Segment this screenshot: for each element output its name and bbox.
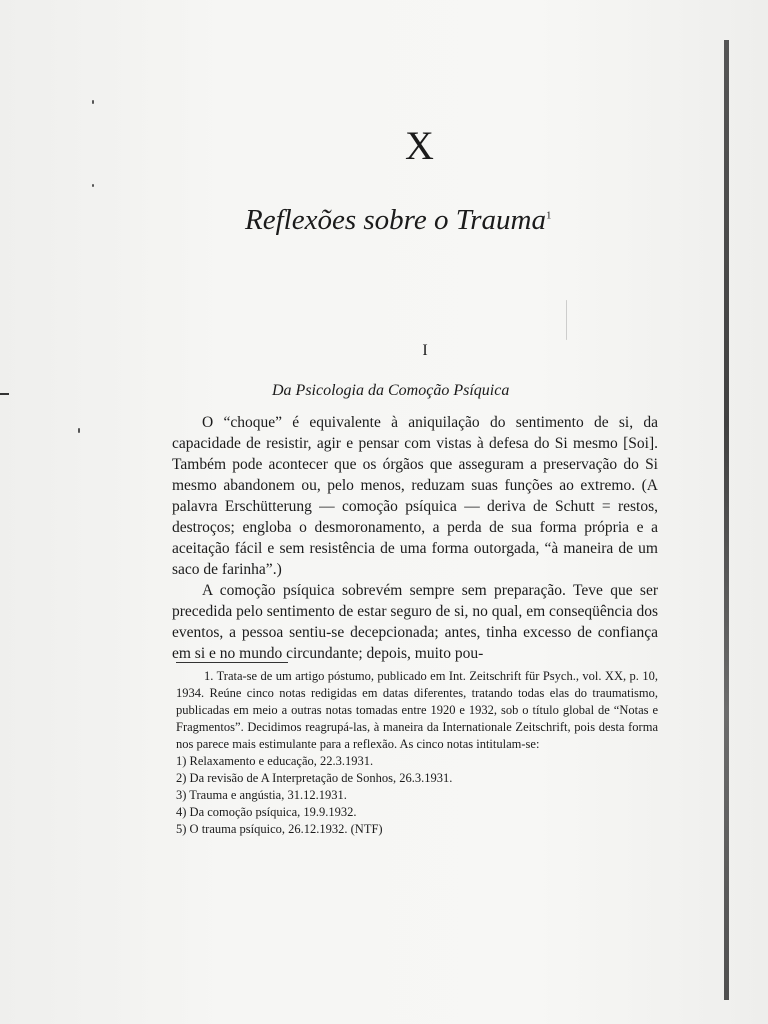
footnote-mark: 1	[545, 209, 552, 222]
page-binding-edge	[724, 40, 729, 1000]
paragraph: A comoção psíquica sobrevém sempre sem preparação. Teve que ser precedida pelo sentimento de estar seguro de si, no qual, em conseqüência dos eventos, a pessoa sentiu-se decepcionada; antes, tinha excesso de confiança em si e no mundo circundante; depois, muito pou-	[172, 582, 658, 662]
section-title: Da Psicologia da Comoção Psíquica	[272, 382, 510, 399]
body-text	[172, 412, 658, 664]
scan-mark	[0, 393, 9, 395]
footnote-list-item: 4) Da comoção psíquica, 19.9.1932.	[176, 805, 357, 819]
footnote-list-item: 1) Relaxamento e educação, 22.3.1931.	[176, 754, 374, 768]
footnote-list	[176, 753, 658, 838]
footnote-list-item: 2) Da revisão de A Interpretação de Sonhos, 26.3.1931.	[176, 771, 453, 785]
footnote-text: 1. Trata-se de um artigo póstumo, publicado em Int. Zeitschrift für Psych., vol. XX, p. 10, 1934. Reúne cinco notas redigidas em datas diferentes, tratando todas elas do traumatismo, publicadas em meio a outras notas tomadas entre 1920 e 1932, sob o título global de “Notas e Fragmentos”. Decidimos reagrupá-las, à maneira da Internationale Zeitschrift, pois desta forma nos parece mais estimulante para a reflexão. As cinco notas intitulam-se:	[176, 669, 658, 751]
section-number: I	[422, 342, 428, 359]
scan-speck	[78, 428, 80, 433]
scan-speck	[566, 300, 567, 340]
footnote-list-item: 5) O trauma psíquico, 26.12.1932. (NTF)	[176, 822, 383, 836]
footnote-divider	[176, 662, 288, 663]
footnotes	[176, 668, 658, 838]
footnote-list-item: 3) Trauma e angústia, 31.12.1931.	[176, 788, 347, 802]
chapter-title-text: Reflexões sobre o Trauma	[245, 204, 546, 236]
chapter-number: X	[405, 123, 435, 168]
chapter-title	[245, 204, 645, 237]
scan-speck	[92, 100, 94, 104]
scan-speck	[92, 184, 94, 187]
paragraph: O “choque” é equivalente à aniquilação do sentimento de si, da capacidade de resistir, agir e pensar com vistas à defesa do Si mesmo [Soi]. Também pode acontecer que os órgãos que asseguram a preservação do Si mesmo abandonem ou, pelo menos, reduzam suas funções ao extremo. (A palavra Erschütterung — comoção psíquica — deriva de Schutt = restos, destroços; engloba o desmoronamento, a perda de sua forma própria e a aceitação fácil e sem resistência de uma forma outorgada, “à maneira de um saco de farinha”.)	[172, 414, 658, 578]
